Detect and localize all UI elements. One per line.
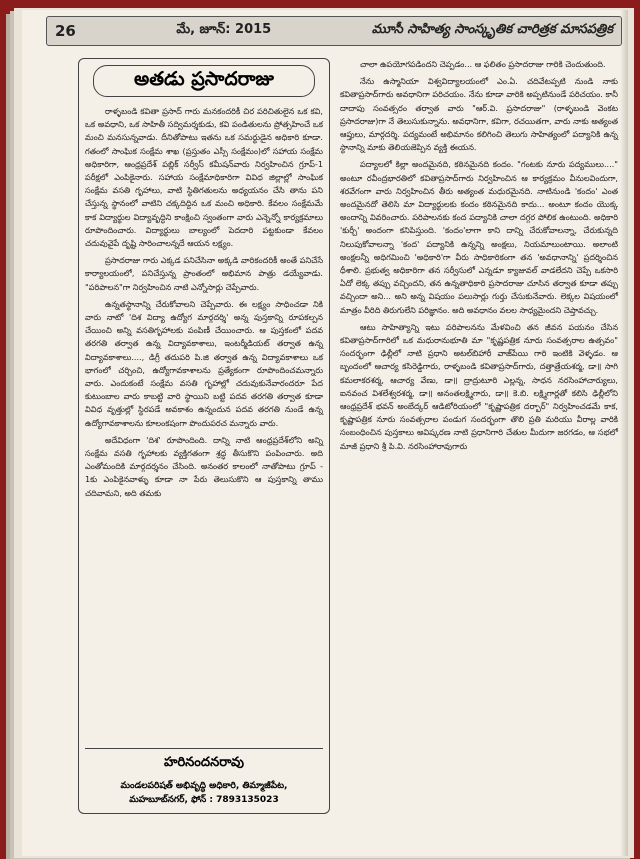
article-paragraph: నేను ఉస్మానియా విశ్వవిద్యాలయంలో ఎం.ఏ. చదివేటప్పటి నుండి నాకు కవితాప్రసాద్‌గారు అవధానిగా పరిచయం. నేను కూడా వారికి అప్పటినుండే పరిచయం. కానీ దాదాపు సంవత్సరం తర్వాత వారు "ఆర్.వి. ప్రసాదరాజు" (రాళ్ళబండి వెంకట ప్రసాదరాజు)గా నే తెలుసుకున్నాను. అవధానిగా, కవిగా, రచయితగా, వారు నాకు అత్యంత ఆప్తులు, మార్గదర్శి. పద్యమంటే అభిమానం కలిగించి తెలుగు సాహిత్యంలో పద్యానికి ఉన్న స్థానాన్ని మాకు తెలియజెప్పిన వ్యక్తి ఈయన. [340, 76, 618, 153]
article-paragraph: ఉన్నతస్థానాన్ని చేరుకోవాలని చెప్పేవారు. ఈ లక్ష్యం సాధించడా నికి వారు నాటో 'దిశ విద్యా ఉద్యోగ మార్గదర్శి' అన్న పుస్తకాన్ని రూపకల్పన చేయించి అన్ని వసతిగృహాలకు పంపిణీ చేయించారు. ఆ పుస్తకంలో పదవ తరగతి తర్వాత ఉన్న విద్యావకాశాలు, ఇంటర్మీడియట్ తర్వాత ఉన్న విద్యావకాశాలు...., డిగ్రీ తదుపరి పి.జి తర్వాత ఉన్న విద్యావకాశాలు ఒక భాగంలో చర్చించి, ఉద్యోగావకాశాలను ప్రత్యేకంగా రూపొందించమన్నారు వారు. ఎందుకంటే సంక్షేమ వసతి గృహాల్లో చదువుకునేవారందరూ పేద కుటుంబాల వారు కాబట్టి వారి స్థాయిని బట్టి పదవ తరగతి తర్వాత కూడా వివిధ వృత్తుల్లో స్థిరపడే అవకాశం ఉన్నందున పదవ తరగతి నుండే ఉన్న ఉద్యోగావకాశాలను కూలంకషంగా పొందుపరచ మన్నారు వారు. [85, 298, 323, 428]
page-fold-shadow [620, 10, 628, 856]
article-paragraph: అదేవిధంగా 'దిశ' రూపొందింది. దాన్ని నాటి ఆంధ్రప్రదేశ్‌లోని అన్ని సంక్షేమ వసతి గృహాలకు వ్యక్తిగతంగా శ్రద్ధ తీసుకొని పంపించారు. అది ఎంతోమందికి మార్గదర్శనం చేసింది. అనంతర కాలంలో నాతోపాటు గ్రూప్ - 1కు ఎంపికైనవాళ్ళు కూడా నా పేరు తెలుసుకొని ఆ పుస్తకాన్ని తాము చదివామని, అది తమకు [85, 434, 323, 498]
magazine-title: మూసీ సాహిత్య సాంస్కృతిక చారిత్రక మాసపత్రిక [371, 22, 613, 37]
article-left-column [78, 58, 330, 814]
page-header [46, 16, 622, 46]
author-block [85, 748, 323, 807]
article-paragraph: ఆటు సాహిత్యాన్ని ఇటు పరిపాలనను మేళవించి తన జీవన పయనం చేసిన కవితాప్రసాద్‌గారిలో ఒక మధురానుభూతి మా "కృష్ణపత్రిక నూరు సంవత్సరాల ఉత్సవం" సందర్భంగా ఢిల్లీలో నాటి ప్రధాని అటల్‌బిహారీ వాజ్‌పేయి గారి ఇంటికి వెళ్ళడం. ఆ బృందంలో ఆచార్య కసిరెడ్డిగారు, రాళ్ళబండి కవితాప్రసాద్‌గారు, దత్తాత్రేయశర్మ, డా॥ సాగి కమలాకరశర్మ, ఆచార్య వేణు, డా॥ ద్రాద్రుటూరి ఎల్లన్న, సాధన నరసింహాచార్యులు, ఐనవంచ విశలేశ్వరశర్మ, డా॥ అనంతలక్ష్మిగారు, డా॥ కె.బి. లక్ష్మిగార్లతో కలిసి ఢిల్లీలోని ఆంధ్రప్రదేశ్ భవన్ అంబేద్కర్ ఆడిటోరియంలో "కృష్ణాపత్రిక దర్బార్" నిర్వహించడమే కాక, కృష్ణాపత్రిక నూరు సంవత్సరాల పండుగ సందర్భంగా తొలి ప్రతి మరియు వీరాల్ల వారికి సంబంధించిన పుస్తకాలు అవిష్కరణ నాటి ప్రధానిగారి చేతుల మీదుగా జరగడం, ఆ సభలో మాజీ ప్రధాని శ్రీ పి.వి. నరసింహారావుగారు [340, 321, 618, 451]
article-paragraph: రాళ్ళబండి కవితా ప్రసాద్ గారు మనకందరికీ చిర పరిచితులైన ఒక కవి, ఒక అవధాని, ఒక సాహితీ సద్విమర్శకుడు, కవి పండితులను ప్రోత్సహించే ఒక మంచి మనసున్నవాడు. దీనితోపాటు ఇతను ఒక సమర్థుడైన అధికారి కూడా. గతంలో సాంఘిక సంక్షేమ శాఖ (ప్రస్తుతం ఎస్సీ సంక్షేమం)లో సహాయ సంక్షేమ అధికారిగా, ఆంధ్రప్రదేశ్ పబ్లిక్ సర్వీస్ కమీషన్‌వారు నిర్వహించిన గ్రూప్-1 పరీక్షలో ఎంపికైనారు. సహాయ సంక్షేమాధికారిగా వివిధ జిల్లాల్లో సాంఘిక సంక్షేమ వసతి గృహాలు, వాటి స్థితిగతులను అధ్యయనం చేసి తాను పని చేస్తున్న స్థానంలో వాటిని చక్కదిద్దిన ఒక మంచి అధికారి. కేవలం సంక్షేమమే కాక విద్యార్థుల విద్యావృద్ధిని కాంక్షించి స్వంతంగా వారు ఎన్నెన్నో కార్యక్రమాలు రూపొందించారు. విద్యార్థులు బాల్యంలో పెదదారి పట్టకుండా కేవలం చదువువైపే దృష్టి సారించాలన్నదే ఆయన లక్ష్యం. [85, 106, 323, 249]
article-right-column [340, 58, 618, 838]
author-location-phone: మహబూబ్‌నగర్, ఫోన్ : 7893135023 [129, 795, 279, 805]
issue-date: మే, జూన్: 2015 [176, 22, 272, 37]
author-designation: మండలపరిషత్ అభివృద్ధి అధికారి, తిమ్మాజీపేట, [120, 781, 288, 791]
article-paragraph: ప్రసాదరాజు గారు ఎక్కడ పనిచేసినా అక్కడి వారికందరికీ అంతే పనిచేసే కార్యాలయంలో, పనిచేస్తున్న ప్రాంతంలో అభిమాన పాత్రు డయ్యేవాడు. "పరిపాలన"గా నిర్వహించిన నాటి ఎన్నోసార్లు చెప్పేవారు. [85, 255, 323, 292]
author-name: హరినందనరావు [164, 755, 244, 770]
article-title: అతడు ప్రసాదరాజు [93, 65, 315, 97]
article-paragraph: చాలా ఉపయోగపడిందని చెప్పడం... ఆ ఫలితం ప్రసాదరాజు గారికి చెందుతుంది. [360, 59, 606, 69]
page-number: 26 [55, 22, 76, 40]
article-paragraph: పద్యాలలో కిల్లా అందమైనది, కఠినమైనది కందం. "గంటకు నూరు పద్యములు...." అంటూ రవీంద్రభారతిలో కవితాప్రసాద్‌గారు నిర్వహించిన ఆ కార్యక్రమం వీనులవిందుగా, శరవేగంగా వారు నిర్వహించిన తీరు అత్యంత మధురమైనది. నాటినుండి 'కందం' ఎంత అందమైనదో తెలిసి మా విద్యార్థులకు కందం కఠినమైనది కాదు... అంటూ కందం యొక్క అందాన్ని వివరించారు. పరిపాలనకు కంద పద్యానికి చాలా దగ్గర పోలిక ఉంటుంది. అధికారి 'కుర్చీ' అందంగా కనిపిస్తుంది. 'కందం'లాగా కాని దాన్ని చేరుకోవాలన్నా, చేరుకున్నది నిలుపుకోవాలన్నా 'కంద' పద్యానికి ఉన్నన్ని అంక్షలు, నియమాలుంటాయి. అలాంటి అంక్షలన్నీ అధిగమించి 'అధికారి'గా వీరు సాధికారికంగా తన 'అవధానాన్ని' ప్రదర్శించిన ధీశాలి. ప్రభుత్వ అధికారిగా తన సర్వీసులో ఎన్నడూ క్యాజువల్ వాడలేదని చెప్పే ఒకసారి ఏదో లెక్క తప్పు వచ్చిందని, తన ఉన్నతాధికారి ప్రసాదరాజు చూసిన తర్వాత కూడా తప్పు వచ్చిందా అని... అని అన్న విషయం పలుసార్లు గుర్తు చేసుకునేవారు. లెక్కల విషయంలో మాత్రం వీరిది తిరుగులేని పరిజ్ఞానం. అది అవధానం వలల సాధ్యమైందని చెప్తావచ్చు. [340, 159, 618, 315]
